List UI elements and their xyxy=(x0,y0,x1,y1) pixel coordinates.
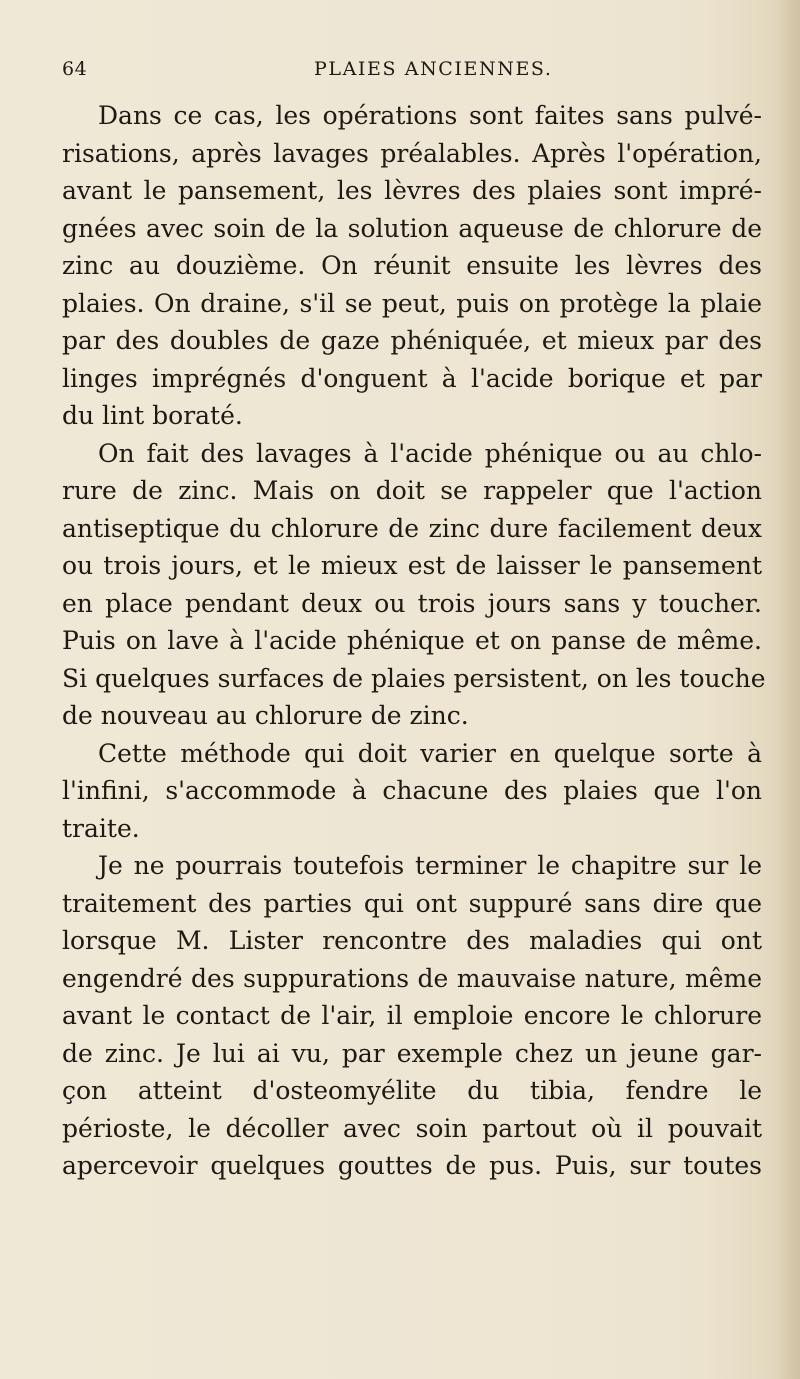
text-line: apercevoir quelques gouttes de pus. Puis, sur toutes xyxy=(62,1151,762,1180)
page-edge-shadow xyxy=(778,0,800,1379)
page-header xyxy=(0,58,800,88)
text-line: rure de zinc. Mais on doit se rappeler que l'action xyxy=(62,476,762,505)
text-line: On fait des lavages à l'acide phénique ou au chlo- xyxy=(98,438,762,468)
text-line: périoste, le décoller avec soin partout où il pouvait xyxy=(62,1113,762,1143)
text-line: Je ne pourrais toutefois terminer le chapitre sur le xyxy=(98,851,762,880)
text-line: l'infini, s'accommode à chacune des plaies que l'on xyxy=(62,776,762,805)
text-line: engendré des suppurations de mauvaise nature, même xyxy=(62,963,762,993)
text-line: antiseptique du chlorure de zinc dure facilement deux xyxy=(62,513,762,543)
text-line: gnées avec soin de la solution aqueuse de chlorure de xyxy=(62,213,762,243)
text-line: plaies. On draine, s'il se peut, puis on protège la plaie xyxy=(62,288,762,318)
body-text xyxy=(62,97,766,1185)
text-line: lorsque M. Lister rencontre des maladies qui ont xyxy=(62,926,762,955)
text-line: en place pendant deux ou trois jours sans y toucher. xyxy=(62,588,762,618)
text-line: risations, après lavages préalables. Après l'opération, xyxy=(62,138,762,168)
text-line: Cette méthode qui doit varier en quelque sorte à xyxy=(98,738,762,768)
text-line: avant le contact de l'air, il emploie encore le chlorure xyxy=(62,1001,762,1030)
running-title: PLAIES ANCIENNES. xyxy=(314,58,553,80)
page-number: 64 xyxy=(62,58,88,80)
text-line: Dans ce cas, les opérations sont faites sans pulvé- xyxy=(98,101,762,130)
text-line: zinc au douzième. On réunit ensuite les lèvres des xyxy=(62,251,762,280)
text-line: çon atteint d'osteomyélite du tibia, fendre le xyxy=(62,1076,762,1105)
text-line: du lint boraté. xyxy=(62,401,243,430)
text-line: avant le pansement, les lèvres des plaies sont impré- xyxy=(62,176,762,205)
text-line: Puis on lave à l'acide phénique et on panse de même. xyxy=(62,626,762,655)
text-line: par des doubles de gaze phéniquée, et mieux par des xyxy=(62,326,762,355)
text-line: ou trois jours, et le mieux est de laisser le pansement xyxy=(62,551,762,580)
text-line: de zinc. Je lui ai vu, par exemple chez un jeune gar- xyxy=(62,1038,762,1068)
text-line: traite. xyxy=(62,813,140,843)
text-line: Si quelques surfaces de plaies persistent, on les touche xyxy=(62,663,766,693)
text-line: linges imprégnés d'onguent à l'acide borique et par xyxy=(62,363,762,393)
text-line: traitement des parties qui ont suppuré sans dire que xyxy=(62,888,762,918)
text-line: de nouveau au chlorure de zinc. xyxy=(62,701,469,730)
